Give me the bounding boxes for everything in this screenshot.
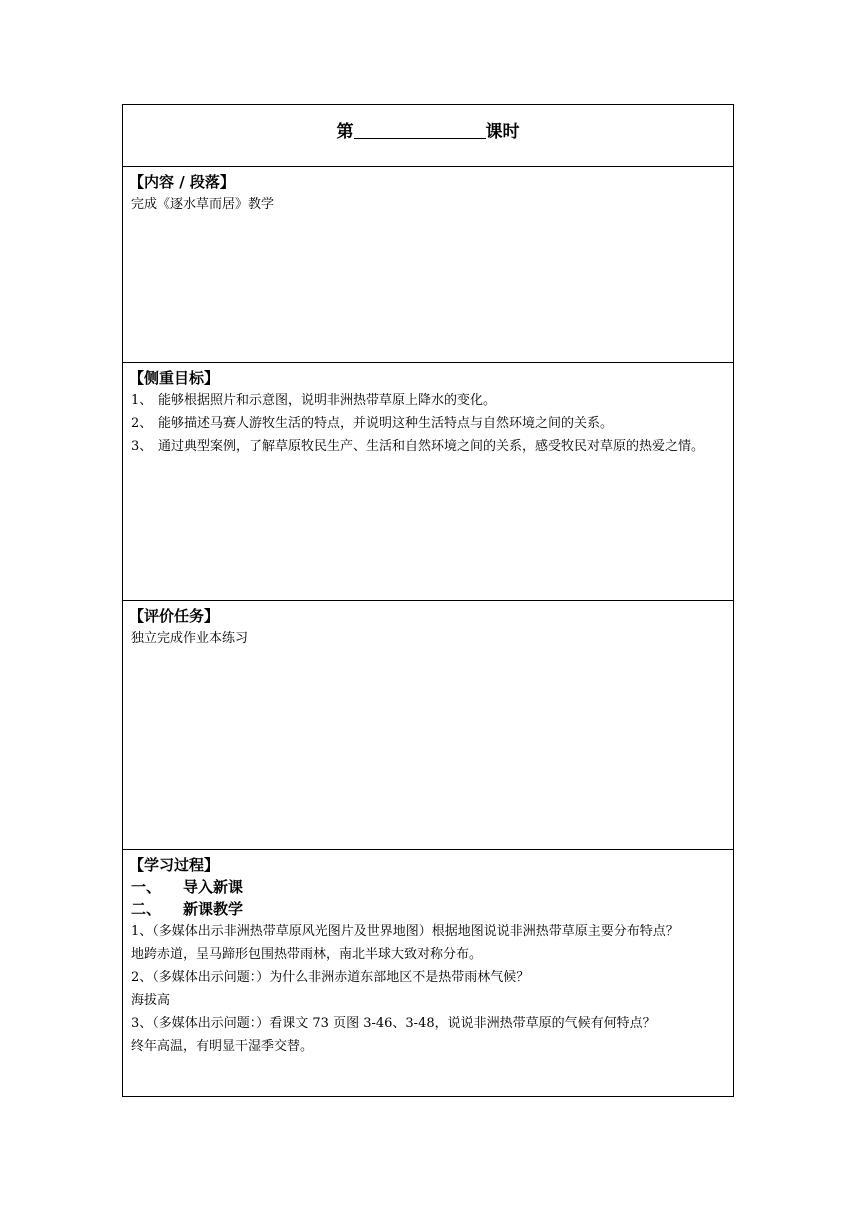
goal-text: 能够描述马赛人游牧生活的特点，并说明这种生活特点与自然环境之间的关系。 — [158, 416, 614, 431]
evaluation-heading: 【评价任务】 — [129, 607, 220, 625]
title-prefix: 第 — [336, 122, 354, 142]
process-line: 3、（多媒体出示问题：）看课文 73 页图 3-46、3-48，说说非洲热带草原的气候有何特点？ — [131, 1016, 656, 1031]
goal-item — [131, 412, 727, 435]
process-section — [123, 850, 733, 1096]
content-heading: 【内容 / 段落】 — [129, 173, 235, 191]
process-subheading — [131, 898, 733, 920]
process-body — [131, 920, 727, 1058]
goal-text: 能够根据照片和示意图，说明非洲热带草原上降水的变化。 — [158, 393, 497, 408]
process-heading: 【学习过程】 — [129, 856, 220, 874]
goals-list — [131, 389, 727, 458]
subheading-number: 一、 — [131, 878, 162, 896]
process-line: 1、（多媒体出示非洲热带草原风光图片及世界地图）根据地图说说非洲热带草原主要分布特点？ — [131, 924, 679, 939]
content-text: 完成《逐水草而居》教学 — [131, 197, 275, 212]
goal-number: 1、 — [131, 393, 153, 408]
evaluation-text: 独立完成作业本练习 — [131, 631, 249, 646]
subheading-number: 二、 — [131, 900, 162, 918]
lesson-number-blank — [354, 121, 486, 139]
process-line: 海拔高 — [131, 993, 171, 1008]
goal-text: 通过典型案例，了解草原牧民生产、生活和自然环境之间的关系，感受牧民对草原的热爱之情。 — [158, 439, 705, 454]
goal-number: 2、 — [131, 416, 153, 431]
title-row — [123, 105, 733, 167]
process-line: 2、（多媒体出示问题：）为什么非洲赤道东部地区不是热带雨林气候？ — [131, 970, 530, 985]
title-suffix: 课时 — [485, 122, 520, 142]
lesson-title — [123, 117, 733, 142]
evaluation-section — [123, 601, 733, 850]
subheading-title: 新课教学 — [183, 900, 244, 918]
goal-item — [131, 389, 727, 412]
goals-heading: 【侧重目标】 — [129, 369, 220, 387]
process-line: 终年高温，有明显干湿季交替。 — [131, 1039, 314, 1054]
goal-number: 3、 — [131, 439, 153, 454]
goals-section — [123, 363, 733, 601]
subheading-title: 导入新课 — [183, 878, 244, 896]
goal-item — [131, 435, 727, 458]
process-line: 地跨赤道，呈马蹄形包围热带雨林，南北半球大致对称分布。 — [131, 947, 483, 962]
process-subheading — [131, 876, 733, 898]
lesson-plan-table — [122, 104, 734, 1097]
content-section — [123, 167, 733, 363]
